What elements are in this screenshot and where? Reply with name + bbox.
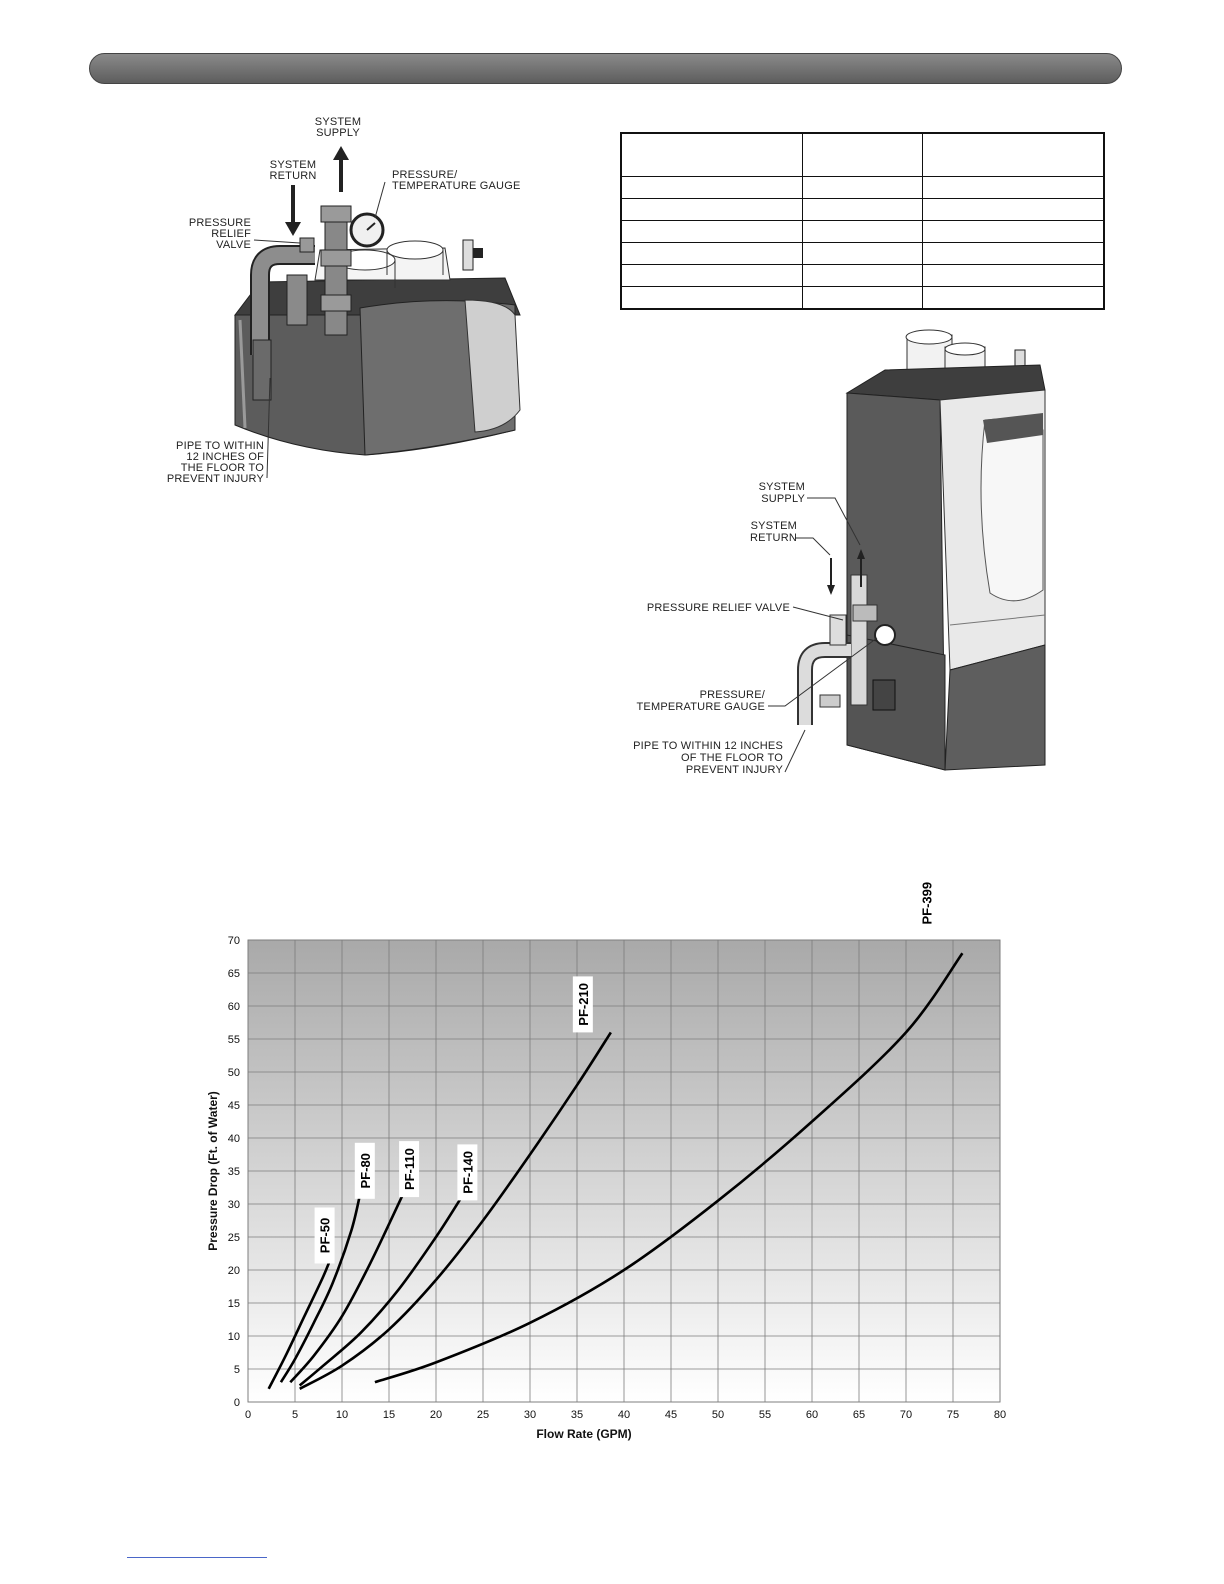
y-axis-title: Pressure Drop (Ft. of Water): [206, 1091, 220, 1251]
x-tick-label: 0: [244, 1409, 252, 1421]
y-tick-label: 30: [227, 1199, 240, 1211]
x-tick-label: 10: [335, 1409, 349, 1421]
x-tick-label: 80: [993, 1409, 1007, 1421]
label-system-return: SYSTEM: [750, 520, 797, 532]
x-tick-label: 75: [946, 1409, 960, 1421]
label-pressure-temperature-gauge: PRESSURE/: [699, 689, 765, 701]
table-row: [621, 177, 1104, 199]
y-tick-label: 10: [227, 1331, 240, 1343]
series-label-pf-50: PF-50: [317, 1217, 333, 1254]
table-row: [621, 287, 1104, 310]
label-pipe-to-floor: 12 INCHES OF: [186, 451, 264, 463]
label-system-return: RETURN: [269, 170, 317, 182]
x-tick-label: 45: [664, 1409, 678, 1421]
y-tick-label: 70: [227, 935, 240, 947]
boiler-piping-illustration-right: [615, 325, 1065, 785]
y-tick-label: 50: [227, 1067, 240, 1079]
y-tick-label: 0: [233, 1397, 240, 1409]
x-tick-label: 50: [711, 1409, 725, 1421]
label-pipe-to-floor: THE FLOOR TO: [180, 462, 264, 474]
series-label-pf-110: PF-110: [402, 1148, 418, 1191]
x-axis-title: Flow Rate (GPM): [536, 1427, 632, 1441]
label-pressure-relief-valve: PRESSURE RELIEF VALVE: [646, 602, 790, 614]
label-pipe-to-floor: PIPE TO WITHIN: [176, 440, 264, 452]
footer-link-underline[interactable]: [127, 1557, 267, 1558]
y-tick-label: 20: [227, 1265, 240, 1277]
label-system-supply: SYSTEM: [314, 116, 362, 128]
label-system-supply: SYSTEM: [758, 481, 805, 493]
series-label-pf-399: PF-399: [919, 881, 935, 925]
x-tick-label: 40: [617, 1409, 631, 1421]
y-tick-label: 40: [227, 1133, 240, 1145]
x-tick-label: 30: [523, 1409, 537, 1421]
x-tick-label: 55: [758, 1409, 772, 1421]
label-pressure-relief-valve: PRESSURE: [188, 217, 251, 229]
x-tick-label: 5: [291, 1409, 299, 1421]
label-pressure-temperature-gauge: TEMPERATURE GAUGE: [392, 180, 521, 192]
label-pressure-relief-valve: VALVE: [216, 239, 251, 251]
label-pipe-to-floor: OF THE FLOOR TO: [680, 752, 783, 764]
x-tick-label: 70: [899, 1409, 913, 1421]
label-pressure-temperature-gauge: TEMPERATURE GAUGE: [636, 701, 765, 713]
specification-table: [620, 132, 1105, 310]
y-tick-label: 60: [227, 1001, 240, 1013]
label-system-return: RETURN: [749, 532, 797, 544]
label-system-supply: SUPPLY: [761, 493, 805, 505]
label-pressure-relief-valve: RELIEF: [211, 228, 251, 240]
y-tick-label: 15: [227, 1298, 240, 1310]
section-header-bar: [89, 53, 1122, 84]
label-pipe-to-floor: PREVENT INJURY: [166, 473, 264, 485]
table-header-row: [621, 133, 1104, 177]
series-label-pf-80: PF-80: [357, 1153, 373, 1189]
x-tick-label: 20: [429, 1409, 443, 1421]
y-tick-label: 55: [227, 1034, 240, 1046]
series-label-pf-140: PF-140: [460, 1151, 476, 1194]
table-row: [621, 243, 1104, 265]
table-row: [621, 199, 1104, 221]
series-label-pf-210: PF-210: [575, 983, 591, 1026]
label-pipe-to-floor: PREVENT INJURY: [685, 764, 783, 776]
y-tick-label: 5: [233, 1364, 240, 1376]
label-pipe-to-floor: PIPE TO WITHIN 12 INCHES: [633, 740, 783, 752]
y-tick-label: 25: [227, 1232, 240, 1244]
x-tick-label: 15: [382, 1409, 396, 1421]
x-tick-label: 35: [570, 1409, 584, 1421]
table-row: [621, 221, 1104, 243]
table-row: [621, 265, 1104, 287]
y-tick-label: 35: [227, 1166, 240, 1178]
label-pressure-temperature-gauge: PRESSURE/: [392, 169, 458, 181]
label-system-supply: SUPPLY: [316, 127, 360, 139]
pressure-drop-chart: [195, 881, 1015, 1460]
boiler-piping-illustration-left: [166, 110, 535, 495]
y-tick-label: 65: [227, 968, 240, 980]
x-tick-label: 25: [476, 1409, 490, 1421]
y-tick-label: 45: [227, 1100, 240, 1112]
x-tick-label: 60: [805, 1409, 819, 1421]
x-tick-label: 65: [852, 1409, 866, 1421]
label-system-return: SYSTEM: [269, 159, 317, 171]
